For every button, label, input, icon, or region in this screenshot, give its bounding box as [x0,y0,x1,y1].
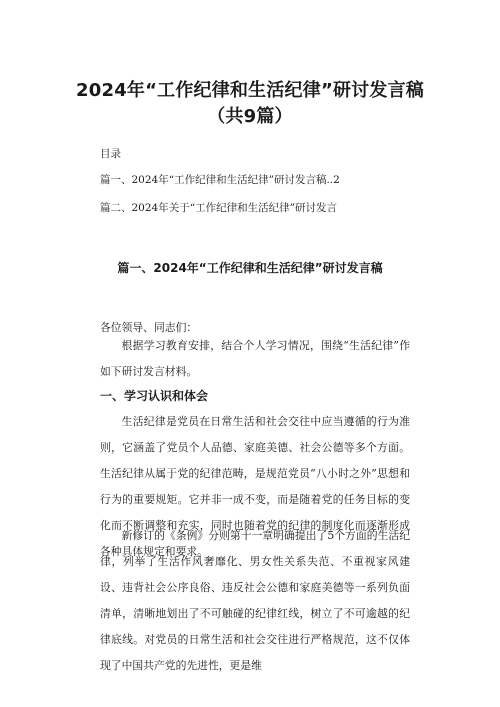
body-paragraph-1: 生活纪律是党员在日常生活和社会交往中应当遵循的行为准则，它涵盖了党员个人品德、家庭美德、社会公德等多个方面。生活纪律从属于党的纪律范畴，是规范党员“八小时之外”思想和行为的重要规矩。它并非一成不变，而是随着党的任务目标的变化而不断调整和充实，同时也随着党的纪律的制度化而逐渐形成各种具体规定和要求。 [100,415,410,558]
section-heading: 篇一、2024年“工作纪律和生活纪律”研讨发言稿 [117,261,383,275]
document-title: 2024年“工作纪律和生活纪律”研讨发言稿 [76,80,424,101]
document-title-count: （共9篇） [207,106,293,127]
toc-label: 目录 [100,148,121,160]
toc-item-1[interactable]: 篇一、2024年“工作纪律和生活纪律”研讨发言稿..2 [100,174,340,186]
greeting: 各位领导、同志们： [100,321,198,334]
sub-heading: 一、学习认识和体会 [100,389,209,403]
toc-item-2[interactable]: 篇二、2024年关于“工作纪律和生活纪律”研讨发言 [100,202,337,214]
body-paragraph-2: 新修订的《条例》分则第十一章明确提出了5个方面的生活纪律，列举了生活作风奢靡化、男女性关系失范、不重视家风建设、违背社会公序良俗、违反社会公德和家庭美德等一系列负面清单，清晰地划出了不可触碰的纪律红线，树立了不可逾越的纪律底线。对党员的日常生活和社会交往进行严格规范，这不仅体现了中国共产党的先进性，更是维 [100,529,410,672]
intro-paragraph: 根据学习教育安排，结合个人学习情况，围绕“生活纪律”作如下研讨发言材料。 [100,339,410,378]
